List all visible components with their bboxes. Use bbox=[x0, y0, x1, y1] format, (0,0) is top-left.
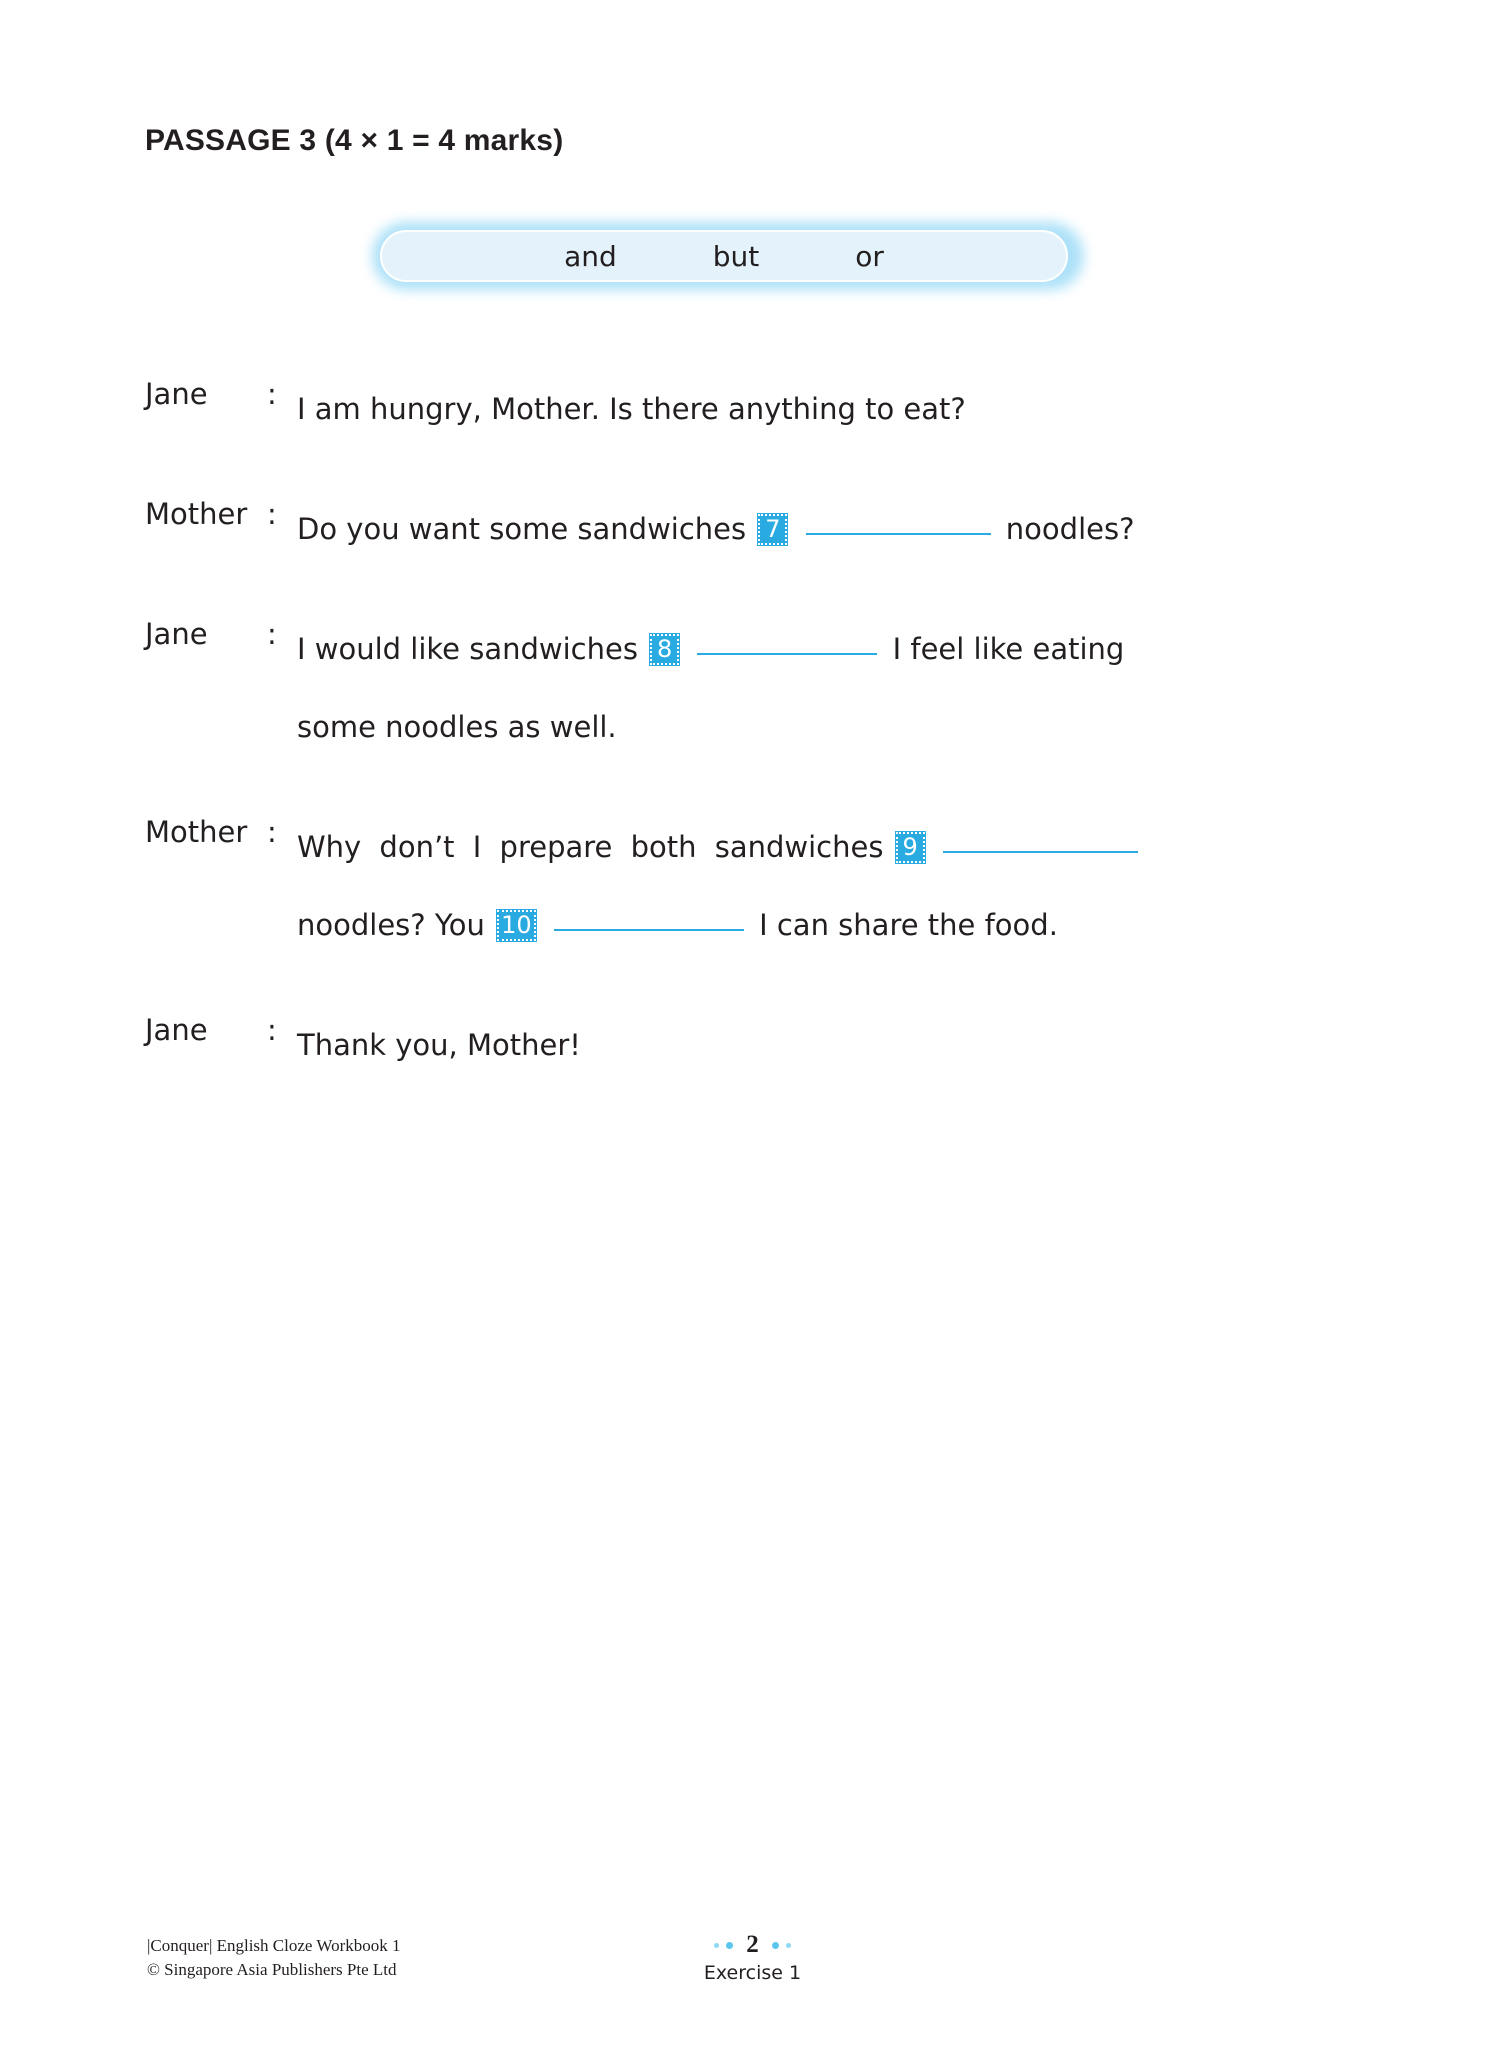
word-bank-option-but[interactable]: but bbox=[712, 239, 760, 273]
speaker-label: Jane bbox=[145, 377, 208, 411]
word-bank-option-and[interactable]: and bbox=[564, 239, 617, 273]
dialogue-text bbox=[297, 1006, 1375, 1084]
dialogue-text-segment: I can share the food. bbox=[759, 908, 1058, 942]
dialogue-text-segment: I would like sandwiches bbox=[297, 632, 638, 666]
dialogue-text-segment: I feel like eating bbox=[892, 632, 1125, 666]
dialogue-text-segment: Why don’t I prepare both sandwiches bbox=[297, 830, 884, 864]
exercise-label: Exercise 1 bbox=[703, 1962, 802, 1984]
page-title: PASSAGE 3 (4 × 1 = 4 marks) bbox=[145, 124, 564, 157]
dialogue-line-1 bbox=[145, 370, 1375, 448]
speaker-label: Mother bbox=[145, 497, 248, 531]
blank-number-chip-7: 7 bbox=[757, 513, 788, 546]
dialogue-text-segment: noodles? You bbox=[297, 908, 485, 942]
dialogue-text-segment: I am hungry, Mother. Is there anything to eat? bbox=[297, 392, 966, 426]
dialogue-text bbox=[297, 370, 1375, 448]
footer-page-marker bbox=[0, 1931, 1505, 1984]
dialogue-text-segment: noodles? bbox=[1005, 512, 1135, 546]
colon-separator: : bbox=[267, 1013, 277, 1047]
footer-credit-title: |Conquer| English Cloze Workbook 1 bbox=[147, 1936, 401, 1955]
dialogue-text bbox=[297, 808, 1375, 964]
blank-number-chip-8: 8 bbox=[649, 633, 680, 666]
answer-blank-10[interactable] bbox=[554, 929, 744, 931]
dialogue-text-segment: some noodles as well. bbox=[297, 710, 617, 744]
blank-number-chip-10: 10 bbox=[496, 909, 537, 942]
speaker-label: Mother bbox=[145, 815, 248, 849]
decorative-dot-icon bbox=[786, 1943, 791, 1948]
dialogue-line-5 bbox=[145, 1006, 1375, 1084]
speaker-label: Jane bbox=[145, 617, 208, 651]
colon-separator: : bbox=[267, 815, 277, 849]
decorative-dot-icon bbox=[726, 1942, 733, 1949]
colon-separator: : bbox=[267, 617, 277, 651]
word-bank-option-or[interactable]: or bbox=[855, 239, 884, 273]
dialogue-text bbox=[297, 490, 1375, 568]
answer-blank-7[interactable] bbox=[806, 533, 991, 535]
answer-blank-8[interactable] bbox=[697, 653, 877, 655]
decorative-dot-icon bbox=[772, 1942, 779, 1949]
word-bank-box bbox=[380, 230, 1068, 282]
dialogue-line-3 bbox=[145, 610, 1375, 766]
page-number-decoration bbox=[0, 1931, 1505, 1959]
dialogue-line-4 bbox=[145, 808, 1375, 964]
speaker-label: Jane bbox=[145, 1013, 208, 1047]
dialogue-text bbox=[297, 610, 1375, 766]
dialogue-list bbox=[145, 370, 1375, 1126]
word-bank bbox=[372, 222, 1084, 290]
page-number: 2 bbox=[746, 1931, 759, 1958]
blank-number-chip-9: 9 bbox=[895, 831, 926, 864]
colon-separator: : bbox=[267, 377, 277, 411]
decorative-dot-icon bbox=[714, 1943, 719, 1948]
answer-blank-9[interactable] bbox=[943, 851, 1138, 853]
dialogue-text-segment: Do you want some sandwiches bbox=[297, 512, 747, 546]
dialogue-text-segment: Thank you, Mother! bbox=[297, 1028, 581, 1062]
dialogue-line-2 bbox=[145, 490, 1375, 568]
footer-credit-publisher: © Singapore Asia Publishers Pte Ltd bbox=[147, 1960, 397, 1979]
colon-separator: : bbox=[267, 497, 277, 531]
